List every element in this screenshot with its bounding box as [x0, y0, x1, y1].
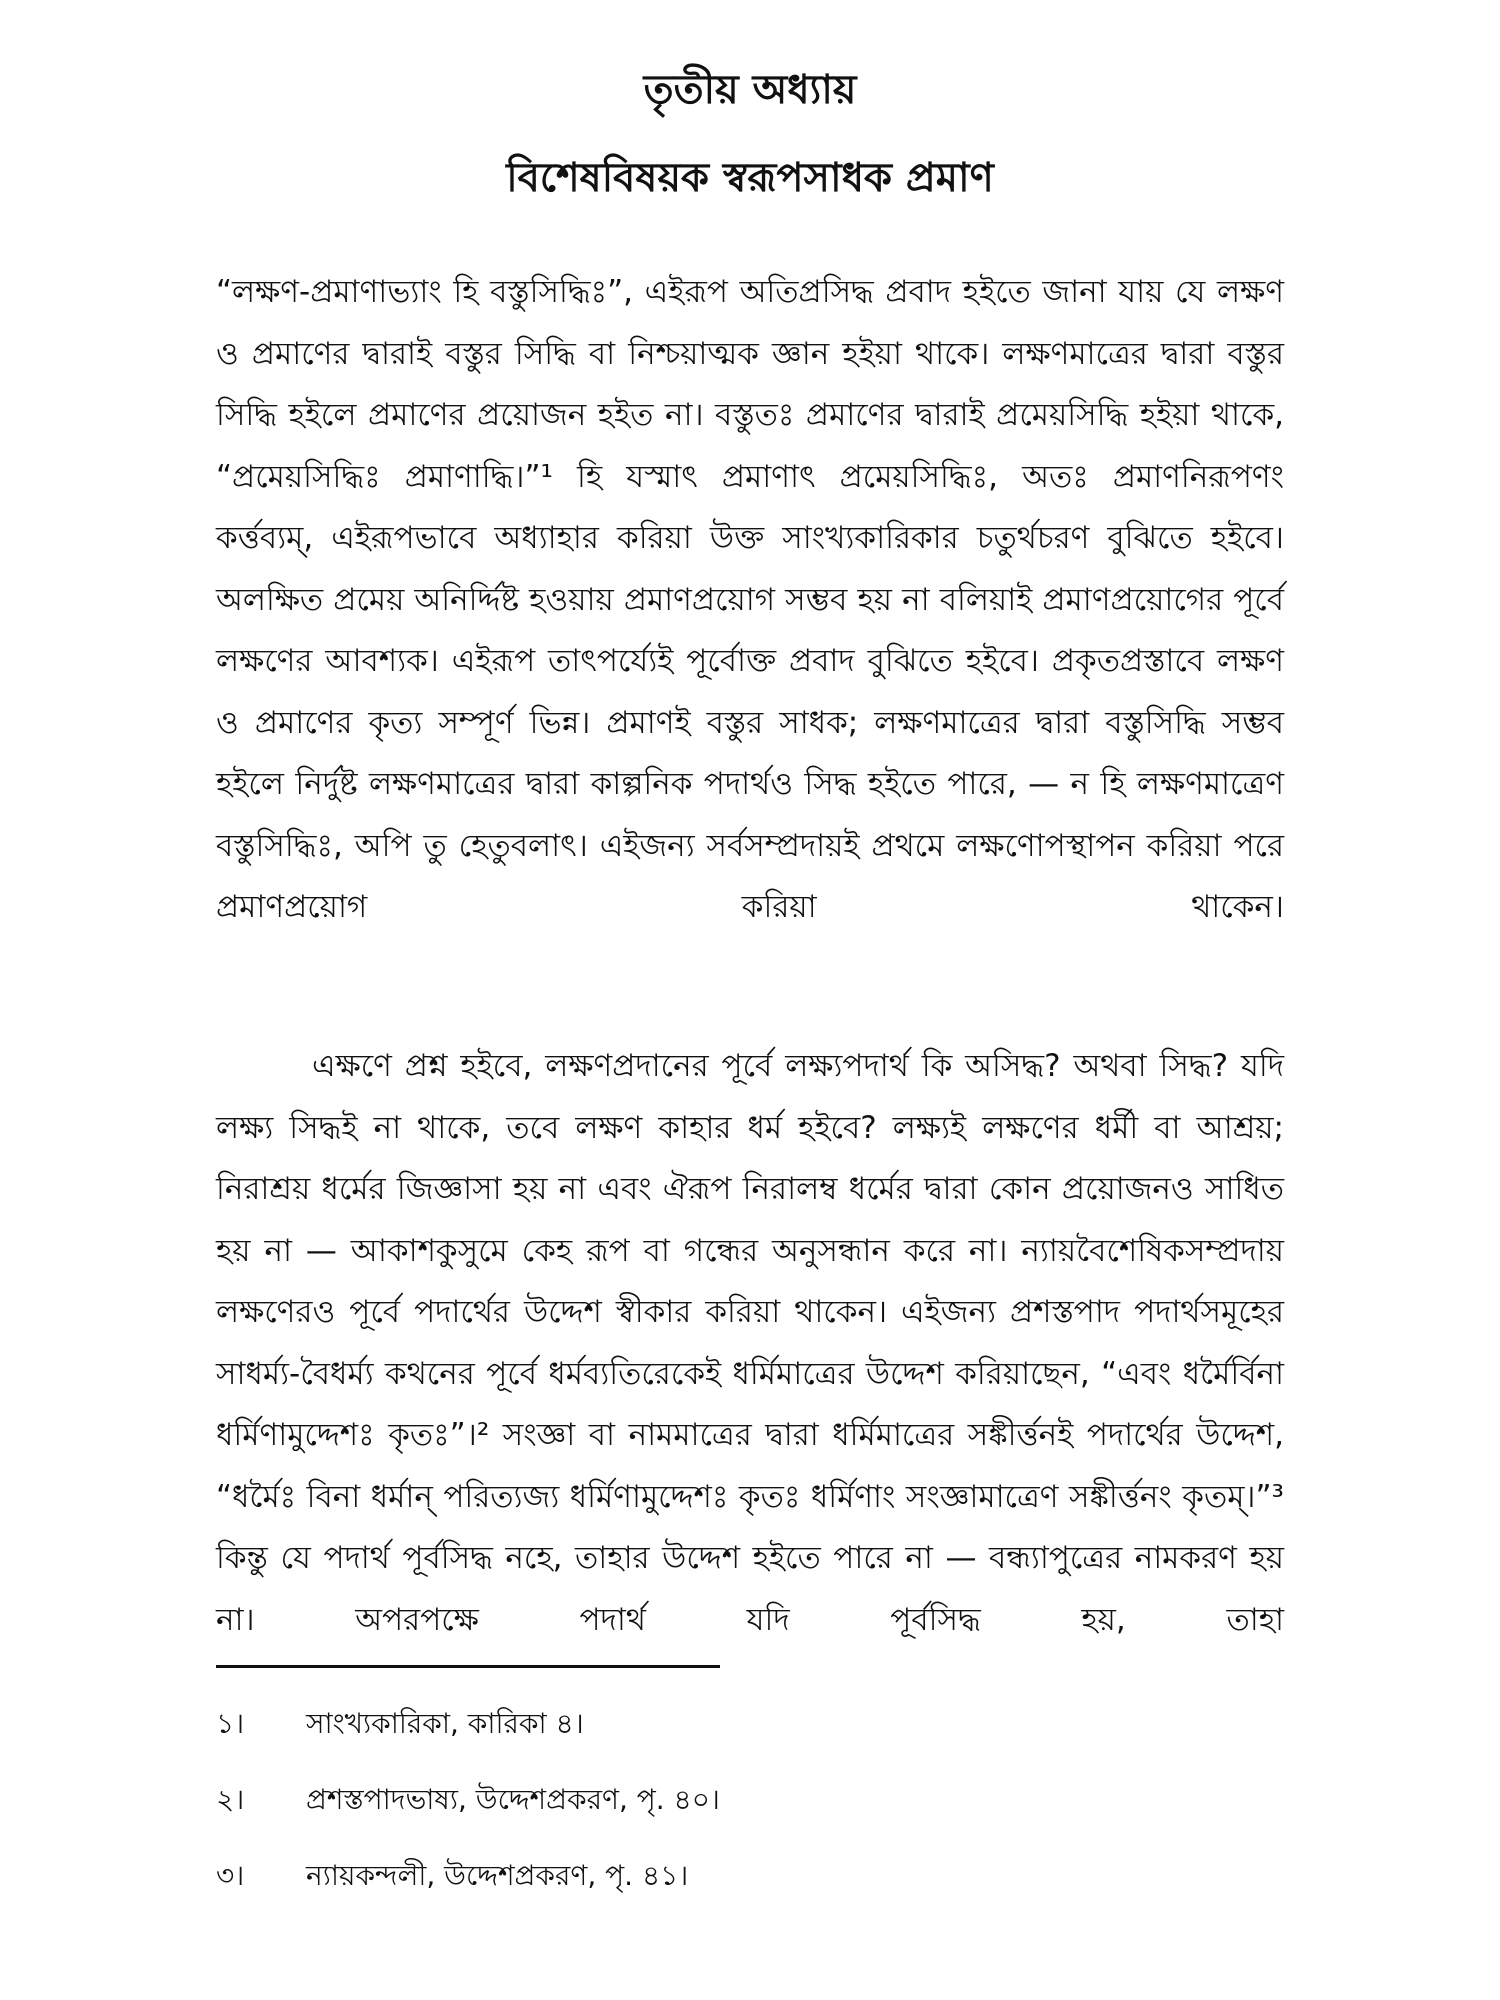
footnote-number: ২।	[216, 1783, 245, 1816]
section-title: বিশেষবিষয়ক স্বরূপসাধক প্রমাণ	[506, 155, 994, 201]
body-paragraph-2: এক্ষণে প্রশ্ন হইবে, লক্ষণপ্রদানের পূর্বে লক্ষ্যপদার্থ কি অসিদ্ধ? অথবা সিদ্ধ? যদি লক্ষ্য সিদ্ধই না থাকে, তবে লক্ষণ কাহার ধর্ম হইবে? লক্ষ্যই লক্ষণের ধর্মী বা আশ্রয়; নিরাশ্রয় ধর্মের জিজ্ঞাসা হয় না এবং ঐরূপ নিরালম্ব ধর্মের দ্বারা কোন প্রয়োজনও সাধিত হয় না — আকাশকুসুমে কেহ রূপ বা গন্ধের অনুসন্ধান করে না। ন্যায়বৈশেষিকসম্প্রদায় লক্ষণেরও পূর্বে পদার্থের উদ্দেশ স্বীকার করিয়া থাকেন। এইজন্য প্রশস্তপাদ পদার্থসমূহের সাধর্ম্য-বৈধর্ম্য কথনের পূর্বে ধর্মব্যতিরেকেই ধর্মিমাত্রের উদ্দেশ করিয়াছেন, “এবং ধর্মৈর্বিনা ধর্মিণামুদ্দেশঃ কৃতঃ”।² সংজ্ঞা বা নামমাত্রের দ্বারা ধর্মিমাত্রের সঙ্কীর্ত্তনই পদার্থের উদ্দেশ, “ধর্মৈঃ বিনা ধর্মান্ পরিত্যজ্য ধর্মিণামুদ্দেশঃ কৃতঃ ধর্মিণাং সংজ্ঞামাত্রেণ সঙ্কীর্ত্তনং কৃতম্।”³ কিন্তু যে পদার্থ পূর্বসিদ্ধ নহে, তাহার উদ্দেশ হইতে পারে না — বন্ধ্যাপুত্রের নামকরণ হয় না। অপরপক্ষে পদার্থ যদি পূর্বসিদ্ধ হয়, তাহা	[216, 1048, 1284, 1638]
footnote-text: ন্যায়কন্দলী, উদ্দেশপ্রকরণ, পৃ. ৪১।	[306, 1859, 689, 1892]
footnote-text: প্রশস্তপাদভাষ্য, উদ্দেশপ্রকরণ, পৃ. ৪০।	[306, 1783, 720, 1816]
footnote-number: ১।	[216, 1707, 245, 1740]
footnote-text: সাংখ্যকারিকা, কারিকা ৪।	[306, 1707, 584, 1740]
footnote-number: ৩।	[216, 1859, 245, 1892]
footnote-item	[216, 1762, 1116, 1838]
footnote-item	[216, 1838, 1116, 1914]
footnote-item	[216, 1686, 1116, 1762]
chapter-title: তৃতীয় অধ্যায়	[643, 67, 857, 113]
body-paragraph-1: “লক্ষণ-প্রমাণাভ্যাং হি বস্তুসিদ্ধিঃ”, এইরূপ অতিপ্রসিদ্ধ প্রবাদ হইতে জানা যায় যে লক্ষণ ও প্রমাণের দ্বারাই বস্তুর সিদ্ধি বা নিশ্চয়াত্মক জ্ঞান হইয়া থাকে। লক্ষণমাত্রের দ্বারা বস্তুর সিদ্ধি হইলে প্রমাণের প্রয়োজন হইত না। বস্তুতঃ প্রমাণের দ্বারাই প্রমেয়সিদ্ধি হইয়া থাকে, “প্রমেয়সিদ্ধিঃ প্রমাণাদ্ধি।”¹ হি যস্মাৎ প্রমাণাৎ প্রমেয়সিদ্ধিঃ, অতঃ প্রমাণনিরূপণং কর্ত্তব্যম্, এইরূপভাবে অধ্যাহার করিয়া উক্ত সাংখ্যকারিকার চতুর্থচরণ বুঝিতে হইবে। অলক্ষিত প্রমেয় অনির্দ্দিষ্ট হওয়ায় প্রমাণপ্রয়োগ সম্ভব হয় না বলিয়াই প্রমাণপ্রয়োগের পূর্বে লক্ষণের আবশ্যক। এইরূপ তাৎপর্য্যেই পূর্বোক্ত প্রবাদ বুঝিতে হইবে। প্রকৃতপ্রস্তাবে লক্ষণ ও প্রমাণের কৃত্য সম্পূর্ণ ভিন্ন। প্রমাণই বস্তুর সাধক; লক্ষণমাত্রের দ্বারা বস্তুসিদ্ধি সম্ভব হইলে নির্দুষ্ট লক্ষণমাত্রের দ্বারা কাল্পনিক পদার্থও সিদ্ধ হইতে পারে, — ন হি লক্ষণমাত্রেণ বস্তুসিদ্ধিঃ, অপি তু হেতুবলাৎ। এইজন্য সর্বসম্প্রদায়ই প্রথমে লক্ষণোপস্থাপন করিয়া পরে প্রমাণপ্রয়োগ করিয়া থাকেন।	[216, 274, 1284, 925]
footnote-divider	[216, 1665, 720, 1668]
footnotes	[216, 1686, 1116, 1914]
